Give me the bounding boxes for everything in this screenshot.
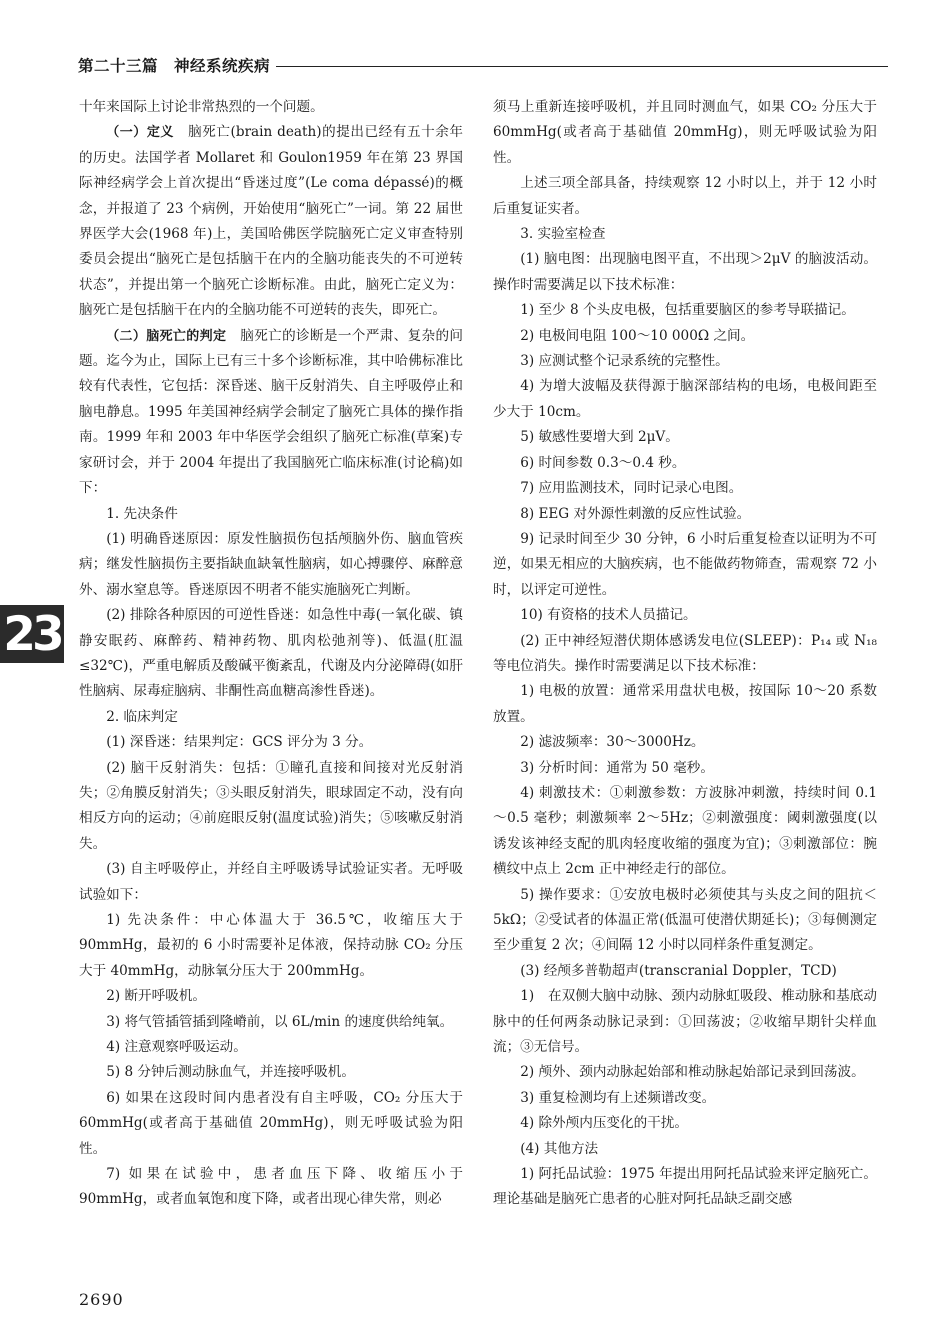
paragraph: (2) 排除各种原因的可逆性昏迷：如急性中毒(一氧化碳、镇静安眠药、麻醉药、精神药物、肌肉松弛剂等)、低温(肛温≤32℃)，严重电解质及酸碱平衡紊乱，代谢及内分泌障碍(如肝性脑病、尿毒症脑病、非酮性高血糖高渗性昏迷)。	[79, 607, 463, 700]
paragraph: 3) 重复检测均有上述频谱改变。	[520, 1089, 716, 1106]
right-column	[493, 95, 877, 1213]
paragraph: 9) 记录时间至少 30 分钟，6 小时后重复检查以证明为不可逆，如果无相应的大脑疾病，也不能做药物筛查，需观察 72 小时，以评定可逆性。	[493, 530, 877, 598]
paragraph: 十年来国际上讨论非常热烈的一个问题。	[79, 99, 324, 115]
paragraph: 5) 操作要求：①安放电极时必须使其与头皮之间的阻抗＜5kΩ；②受试者的体温正常(低温可使潜伏期延长)；③每侧测定至少重复 2 次；④间隔 12 小时以同样条件重复测定。	[493, 886, 877, 954]
paragraph: (3) 自主呼吸停止，并经自主呼吸诱导试验证实者。无呼吸试验如下：	[79, 861, 463, 903]
paragraph: (4) 其他方法	[520, 1140, 599, 1157]
paragraph: (2) 正中神经短潜伏期体感诱发电位(SLEEP)：P₁₄ 或 N₁₈ 等电位消失。操作时需要满足以下技术标准：	[493, 632, 877, 674]
paragraph: 3) 将气管插管插到隆嵴前，以 6L/min 的速度供给纯氧。	[106, 1013, 454, 1030]
section-title: 第二十三篇 神经系统疾病	[78, 57, 271, 75]
header-rule	[276, 66, 888, 67]
paragraph: (2) 脑干反射消失：包括：①瞳孔直接和间接对光反射消失；②角膜反射消失；③头眼反射消失，眼球固定不动，没有向相反方向的运动；④前庭眼反射(温度试验)消失；⑤咳嗽反射消失。	[79, 759, 463, 852]
paragraph: (3) 经颅多普勒超声(transcranial Doppler，TCD)	[520, 962, 837, 979]
paragraph: 7) 如果在试验中，患者血压下降、收缩压小于 90mmHg，或者血氧饱和度下降，或者出现心律失常，则必	[79, 1166, 463, 1208]
paragraph: 1) 先决条件：中心体温大于 36.5℃，收缩压大于 90mmHg，最初的 6 小时需要补足体液，保持动脉 CO₂ 分压大于 40mmHg，动脉氧分压大于 200mmHg。	[79, 912, 463, 979]
paragraph: 2) 电极间电阻 100～10 000Ω 之间。	[520, 327, 755, 344]
heading-clinical: 2. 临床判定	[106, 708, 178, 725]
paragraph: 须马上重新连接呼吸机，并且同时测血气，如果 CO₂ 分压大于 60mmHg(或者高于基础值 20mmHg)，则无呼吸试验为阳性。	[493, 99, 877, 166]
paragraph: (1) 明确昏迷原因：原发性脑损伤包括颅脑外伤、脑血管疾病；继发性脑损伤主要指缺血缺氧性脑病，如心搏骤停、麻醉意外、溺水窒息等。昏迷原因不明者不能实施脑死亡判断。	[79, 530, 463, 598]
paragraph: 5) 8 分钟后测动脉血气，并连接呼吸机。	[106, 1064, 355, 1081]
heading-lab-tests: 3. 实验室检查	[520, 226, 606, 243]
left-column	[79, 95, 463, 1213]
heading-prerequisites: 1. 先决条件	[106, 505, 178, 522]
paragraph: 2) 断开呼吸机。	[106, 988, 207, 1005]
chapter-tab: 23	[0, 605, 64, 663]
paragraph: 6) 如果在这段时间内患者没有自主呼吸，CO₂ 分压大于 60mmHg(或者高于基础值 20mmHg)，则无呼吸试验为阳性。	[79, 1089, 463, 1157]
paragraph: (1) 深昏迷：结果判定：GCS 评分为 3 分。	[106, 734, 373, 751]
paragraph: 8) EEG 对外源性刺激的反应性试验。	[520, 505, 751, 522]
paragraph: (1) 脑电图：出现脑电图平直，不出现＞2μV 的脑波活动。操作时需要满足以下技术标准：	[493, 251, 877, 293]
paragraph-definition: （一）定义 脑死亡(brain death)的提出已经有五十余年的历史。法国学者 Mollaret 和 Goulon1959 年在第 23 界国际神经病学会上首次提出“昏迷过度”(Le coma dépassé)的概念，并报道了 23 个病例，开始使用“脑死亡”一词。第 22 届世界医学大会(1968 年)上，美国哈佛医学院脑死亡定义审查特别委员会提出“脑死亡是包括脑干在内的全脑功能丧失的不可逆转状态”，并提出第一个脑死亡诊断标准。由此，脑死亡定义为：脑死亡是包括脑干在内的全脑功能不可逆转的丧失，即死亡。	[79, 124, 463, 319]
paragraph: 1) 在双侧大脑中动脉、颈内动脉虹吸段、椎动脉和基底动脉中的任何两条动脉记录到：①回荡波；②收缩早期针尖样血流；③无信号。	[493, 988, 877, 1056]
paragraph: 上述三项全部具备，持续观察 12 小时以上，并于 12 小时后重复证实者。	[493, 175, 877, 217]
paragraph: 10) 有资格的技术人员描记。	[520, 607, 697, 624]
paragraph: 1) 电极的放置：通常采用盘状电极，按国际 10～20 系数放置。	[493, 683, 877, 725]
paragraph: 2) 滤波频率：30～3000Hz。	[520, 734, 705, 751]
paragraph: 4) 刺激技术：①刺激参数：方波脉冲刺激，持续时间 0.1～0.5 毫秒；刺激频率 2～5Hz；②刺激强度：阈刺激强度(以诱发该神经支配的肌肉轻度收缩的强度为宜)；③刺激部位：腕横纹中点上 2cm 正中神经走行的部位。	[493, 784, 877, 878]
paragraph: 1) 至少 8 个头皮电极，包括重要脑区的参考导联描记。	[520, 302, 855, 319]
paragraph: 7) 应用监测技术，同时记录心电图。	[520, 480, 743, 497]
subheading-definition: （一）定义	[106, 125, 174, 141]
subheading-determination: （二）脑死亡的判定	[106, 328, 227, 344]
paragraph: 3) 应测试整个记录系统的完整性。	[520, 353, 729, 370]
paragraph-determination: （二）脑死亡的判定 脑死亡的诊断是一个严肃、复杂的问题。迄今为止，国际上已有三十多个诊断标准，其中哈佛标准比较有代表性，它包括：深昏迷、脑干反射消失、自主呼吸停止和脑电静息。1995 年美国神经病学会制定了脑死亡具体的操作指南。1999 年和 2003 年中华医学会组织了脑死亡标准(草案)专家研讨会，并于 2004 年提出了我国脑死亡临床标准(讨论稿)如下：	[79, 327, 463, 497]
paragraph: 2) 颅外、颈内动脉起始部和椎动脉起始部记录到回荡波。	[520, 1064, 865, 1081]
paragraph: 3) 分析时间：通常为 50 毫秒。	[520, 759, 714, 776]
page-number: 2690	[79, 1290, 124, 1309]
paragraph: 4) 除外颅内压变化的干扰。	[520, 1115, 688, 1132]
running-header	[78, 52, 888, 78]
paragraph: 5) 敏感性要增大到 2μV。	[520, 429, 679, 446]
paragraph: 1) 阿托品试验：1975 年提出用阿托品试验来评定脑死亡。理论基础是脑死亡患者的心脏对阿托品缺乏副交感	[493, 1166, 877, 1208]
paragraph: 6) 时间参数 0.3～0.4 秒。	[520, 454, 686, 471]
paragraph: 4) 为增大波幅及获得源于脑深部结构的电场，电极间距至少大于 10cm。	[493, 378, 877, 420]
paragraph: 4) 注意观察呼吸运动。	[106, 1039, 247, 1056]
